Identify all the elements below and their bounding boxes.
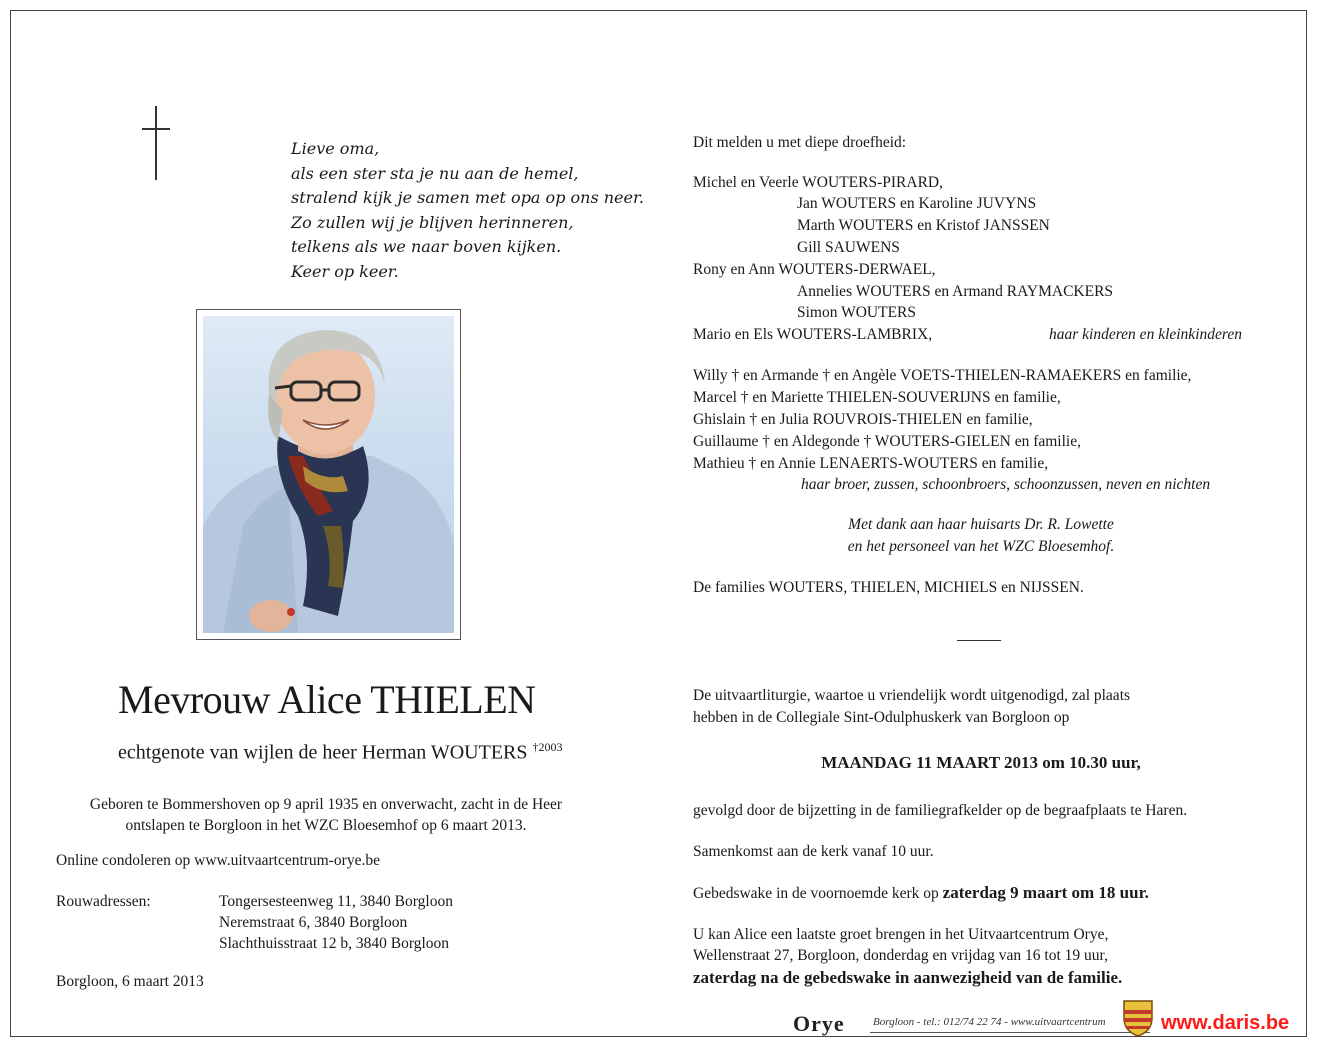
watermark: www.daris.be [1161, 1012, 1290, 1034]
visit-line: Wellenstraat 27, Borgloon, donderdag en vrijdag van 16 tot 19 uur, [693, 947, 1108, 964]
poem [291, 137, 644, 284]
burial-line: gevolgd door de bijzetting in de familiegrafkelder op de begraafplaats te Haren. [693, 802, 1188, 819]
cross-icon-bar [142, 128, 170, 130]
announce-intro: Dit melden u met diepe droefheid: [693, 134, 907, 151]
sibling-line: Willy † en Armande † en Angèle VOETS-THIELEN-RAMAEKERS en familie, [693, 367, 1192, 384]
meeting-line: Samenkomst aan de kerk vanaf 10 uur. [693, 843, 934, 860]
coat-of-arms-icon [1122, 998, 1154, 1038]
child-line: Michel en Veerle WOUTERS-PIRARD, [693, 174, 943, 191]
funeral-date: MAANDAG 11 MAART 2013 om 10.30 uur, [821, 753, 1141, 772]
child-line: Mario en Els WOUTERS-LAMBRIX, [693, 326, 933, 343]
spouse-line [118, 740, 563, 765]
orye-logo: Orye [793, 1011, 845, 1036]
portrait-illustration [203, 316, 454, 633]
sibling-line: Ghislain † en Julia ROUVROIS-THIELEN en familie, [693, 411, 1033, 428]
portrait-photo-frame [196, 309, 461, 640]
wake-time: zaterdag 9 maart om 18 uur. [942, 883, 1149, 902]
families-line: De families WOUTERS, THIELEN, MICHIELS en NIJSSEN. [693, 579, 1084, 596]
wake-line [693, 883, 1149, 903]
born-line: ontslapen te Borgloon in het WZC Bloesemhof op 6 maart 2013. [125, 817, 527, 834]
poem-line: telkens als we naar boven kijken. [291, 237, 562, 256]
cross-icon [155, 106, 157, 180]
place-date: Borgloon, 6 maart 2013 [56, 973, 204, 990]
online-condolence: Online condoleren op www.uitvaartcentrum-orye.be [56, 852, 380, 869]
child-line: Simon WOUTERS [797, 304, 916, 321]
siblings-caption: haar broer, zussen, schoonbroers, schoonzussen, neven en nichten [801, 476, 1211, 493]
visit-line: U kan Alice een laatste groet brengen in het Uitvaartcentrum Orye, [693, 926, 1109, 943]
children-caption: haar kinderen en kleinkinderen [1049, 326, 1242, 343]
spouse-text: echtgenote van wijlen de heer Herman WOUTERS [118, 741, 528, 764]
footer-contact: Borgloon - tel.: 012/74 22 74 - www.uitvaartcentrum [873, 1016, 1106, 1028]
deceased-name: Mevrouw Alice THIELEN [118, 677, 536, 722]
thanks-line: en het personeel van het WZC Bloesemhof. [847, 538, 1115, 555]
portrait-photo [203, 316, 454, 633]
birth-death-text [56, 794, 596, 836]
funeral-line: hebben in de Collegiale Sint-Odulphuskerk van Borgloon op [693, 709, 1070, 726]
poem-line: Zo zullen wij je blijven herinneren, [291, 212, 574, 232]
poem-line: stralend kijk je samen met opa op ons neer. [291, 188, 644, 207]
poem-line: als een ster sta je nu aan de hemel, [291, 163, 579, 183]
child-line: Rony en Ann WOUTERS-DERWAEL, [693, 261, 936, 278]
thanks-line: Met dank aan haar huisarts Dr. R. Lowette [848, 516, 1114, 533]
rouw-address: Slachthuisstraat 12 b, 3840 Borgloon [219, 935, 450, 952]
funeral-line: De uitvaartliturgie, waartoe u vriendelijk wordt uitgenodigd, zal plaats [693, 687, 1131, 704]
sibling-line: Guillaume † en Aldegonde † WOUTERS-GIELEN en familie, [693, 433, 1081, 450]
poem-line: Keer op keer. [291, 261, 399, 281]
child-line: Jan WOUTERS en Karoline JUVYNS [797, 195, 1037, 212]
sibling-line: Marcel † en Mariette THIELEN-SOUVERIJNS en familie, [693, 389, 1061, 406]
wake-prefix: Gebedswake in de voornoemde kerk op [693, 885, 943, 902]
sibling-line: Mathieu † en Annie LENAERTS-WOUTERS en familie, [693, 455, 1049, 472]
footer-rule [870, 1032, 1150, 1033]
child-line: Marth WOUTERS en Kristof JANSSEN [797, 217, 1050, 234]
visit-line: zaterdag na de gebedswake in aanwezigheid van de familie. [693, 968, 1123, 987]
spouse-death-mark: †2003 [532, 740, 563, 754]
born-line: Geboren te Bommershoven op 9 april 1935 en onverwacht, zacht in de Heer [89, 796, 563, 813]
child-line: Annelies WOUTERS en Armand RAYMACKERS [797, 283, 1114, 300]
section-divider [957, 640, 1001, 641]
rouw-address: Neremstraat 6, 3840 Borgloon [219, 914, 408, 931]
child-line: Gill SAUWENS [797, 239, 900, 256]
rouw-label: Rouwadressen: [56, 893, 151, 910]
poem-line: Lieve oma, [291, 139, 380, 158]
rouw-address: Tongersesteenweg 11, 3840 Borgloon [219, 893, 453, 910]
